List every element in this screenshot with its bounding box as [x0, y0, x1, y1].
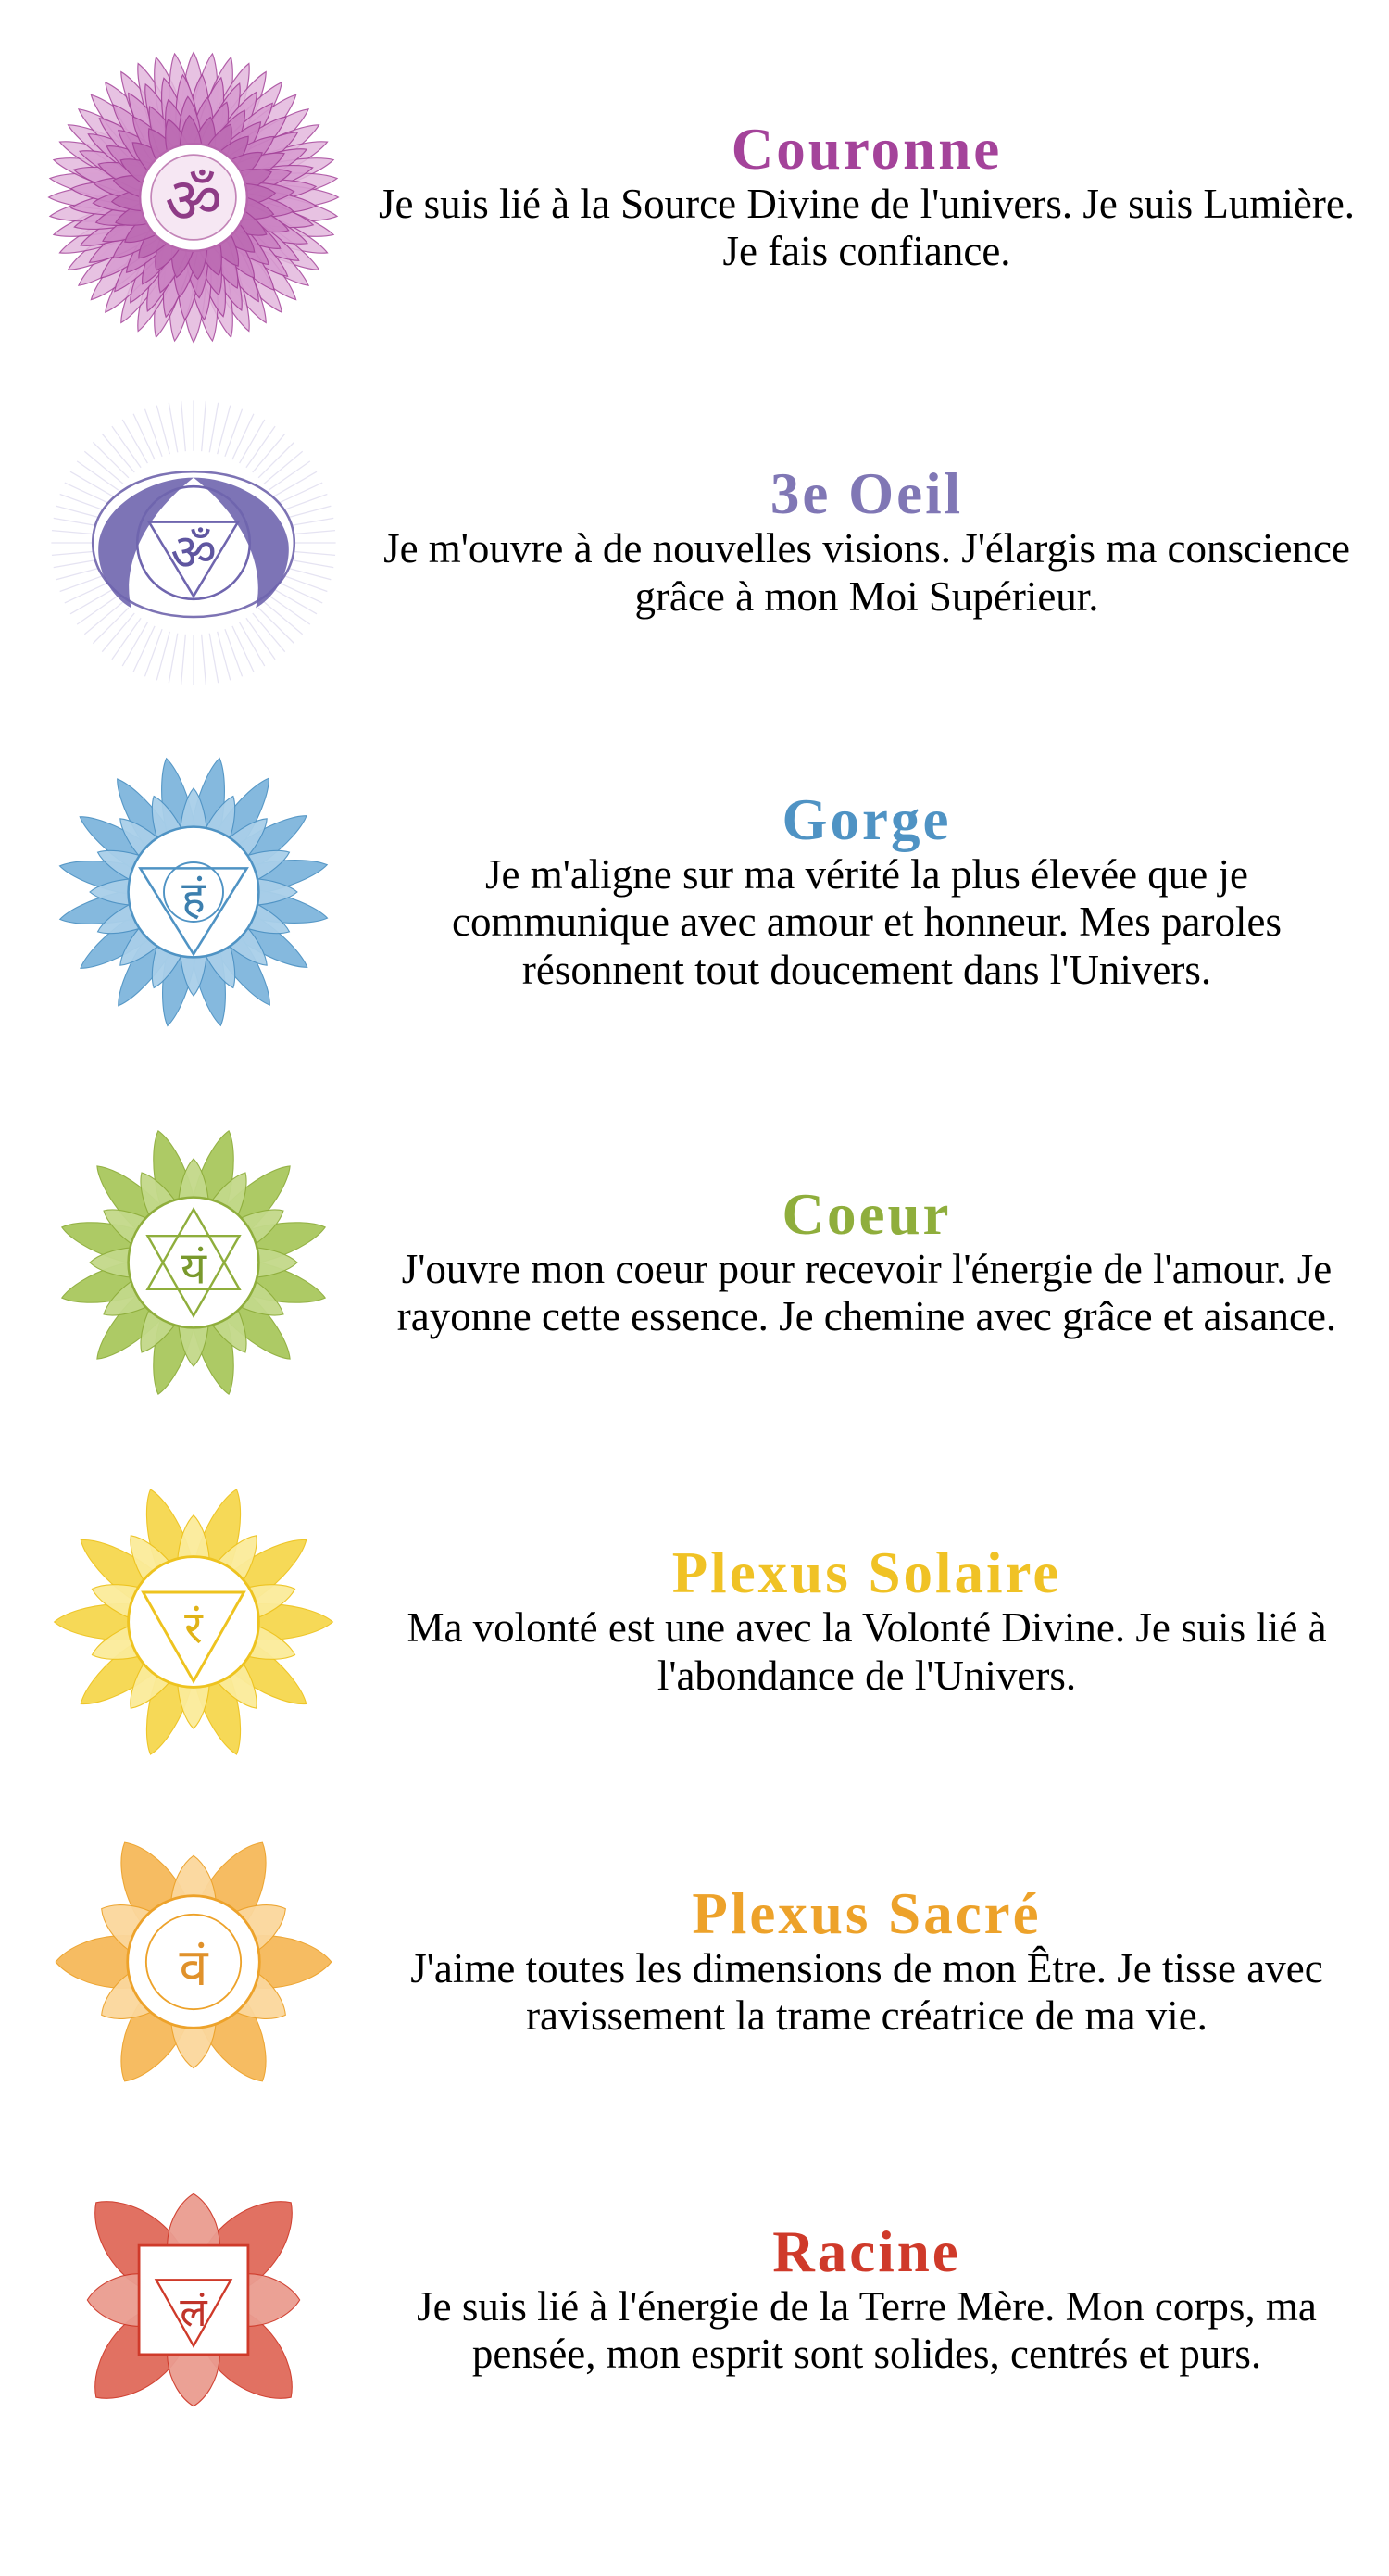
third-eye-affirmation: Je m'ouvre à de nouvelles visions. J'élargis ma conscience grâce à mon Moi Supérieur.: [383, 525, 1350, 620]
sacral-text-cell: [374, 1880, 1365, 2041]
heart-title: Coeur: [782, 1181, 952, 1247]
third-eye-text-cell: [374, 461, 1365, 621]
solar-plexus-chakra-icon: [45, 1474, 342, 1770]
heart-text-cell: [374, 1181, 1365, 1341]
crown-title: Couronne: [731, 116, 1003, 182]
sacral-seed-syllable: वं: [179, 1937, 208, 1998]
crown-affirmation: Je suis lié à la Source Divine de l'univers. Je suis Lumière. Je fais confiance.: [378, 180, 1356, 275]
solar-plexus-text-cell: [374, 1540, 1365, 1700]
throat-chakra-icon: [45, 744, 342, 1040]
crown-chakra-symbol-cell: [13, 17, 374, 378]
solar-plexus-seed-syllable: रं: [184, 1601, 203, 1653]
third-eye-seed-syllable: ॐ: [170, 522, 217, 582]
crown-text-cell: [374, 116, 1365, 276]
throat-seed-syllable: हं: [181, 872, 206, 924]
root-chakra-icon: [50, 2156, 337, 2444]
heart-seed-syllable: यं: [181, 1242, 206, 1295]
chakra-row-crown: [13, 17, 1365, 378]
root-chakra-symbol-cell: [13, 2129, 374, 2471]
chakra-row-sacral: [13, 1795, 1365, 2129]
throat-chakra-symbol-cell: [13, 707, 374, 1077]
sacral-chakra-symbol-cell: [13, 1795, 374, 2129]
throat-title: Gorge: [782, 786, 952, 852]
crown-chakra-icon: [36, 40, 351, 355]
third-eye-title: 3e Oeil: [770, 461, 964, 527]
solar-plexus-chakra-symbol-cell: [13, 1448, 374, 1795]
solar-plexus-title: Plexus Solaire: [671, 1540, 1062, 1606]
throat-text-cell: [374, 786, 1365, 994]
sacral-affirmation: J'aime toutes les dimensions de mon Être. Je tisse avec ravissement la trame créatrice de ma vie.: [410, 1944, 1323, 2040]
crown-seed-syllable: ॐ: [164, 165, 223, 239]
heart-chakra-symbol-cell: [13, 1077, 374, 1448]
chakra-row-root: [13, 2129, 1365, 2471]
third-eye-chakra-symbol-cell: [13, 378, 374, 707]
sacral-chakra-icon: [50, 1818, 337, 2105]
chakra-row-third-eye: [13, 378, 1365, 707]
root-seed-syllable: लं: [180, 2289, 207, 2336]
throat-affirmation: Je m'aligne sur ma vérité la plus élevée que je communique avec amour et honneur. Mes paroles résonnent tout doucement dans l'Univers.: [452, 851, 1282, 993]
root-title: Racine: [772, 2218, 961, 2284]
chakra-row-heart: [13, 1077, 1365, 1448]
heart-chakra-icon: [45, 1114, 342, 1411]
solar-plexus-affirmation: Ma volonté est une avec la Volonté Divine. Je suis lié à l'abondance de l'Univers.: [407, 1604, 1327, 1699]
chakra-row-solar-plexus: [13, 1448, 1365, 1795]
sacral-title: Plexus Sacré: [692, 1880, 1042, 1946]
third-eye-chakra-icon: [45, 395, 342, 691]
root-affirmation: Je suis lié à l'énergie de la Terre Mère. Mon corps, ma pensée, mon esprit sont solides, centrés et purs.: [417, 2282, 1317, 2378]
chakra-row-throat: [13, 707, 1365, 1077]
heart-affirmation: J'ouvre mon coeur pour recevoir l'énergie de l'amour. Je rayonne cette essence. Je chemine avec grâce et aisance.: [396, 1245, 1337, 1340]
root-text-cell: [374, 2218, 1365, 2379]
